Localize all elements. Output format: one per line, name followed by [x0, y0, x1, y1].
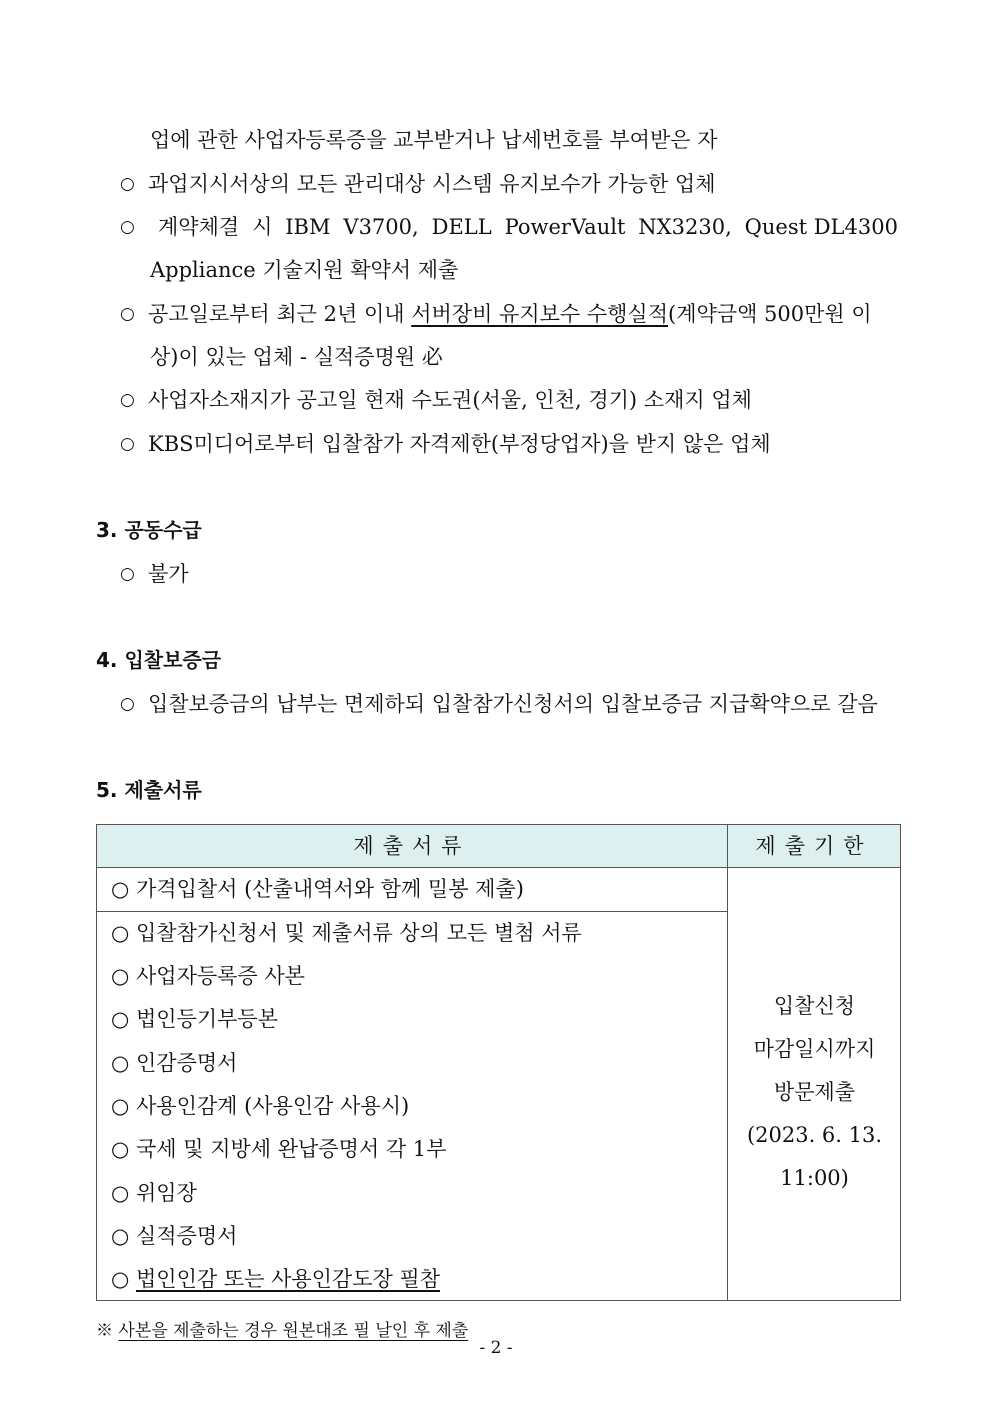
- performance-record-underlined: 서버장비 유지보수 수행실적: [411, 302, 669, 326]
- footnote: ※ 사본을 제출하는 경우 원본대조 필 날인 후 제출: [96, 1321, 469, 1341]
- table-header-documents: 제출서류: [97, 825, 727, 868]
- page-number: - 2 -: [479, 1338, 513, 1358]
- section-3-heading: 3. 공동수급: [96, 518, 202, 542]
- seal-required-underlined: 법인인감 또는 사용인감도장 필참: [136, 1267, 441, 1291]
- eligibility-item-2: 계약체결 시 IBM V3700, DELL PowerVault NX3230, Quest DL4300: [158, 215, 898, 239]
- bullet-icon: ○: [120, 217, 135, 237]
- bullet-icon: ○: [120, 390, 135, 410]
- section-3-item: 불가: [148, 562, 189, 586]
- table-header-deadline: 제출기한: [728, 825, 900, 868]
- deadline-cell: 입찰신청 마감일시까지 방문제출 (2023. 6. 13. 11:00): [746, 994, 883, 1190]
- table-row: ○ 인감증명서: [111, 1051, 238, 1075]
- section-5-heading: 5. 제출서류: [96, 778, 202, 802]
- table-row: ○ 실적증명서: [111, 1224, 238, 1248]
- eligibility-continued-line: 업에 관한 사업자등록증을 교부받거나 납세번호를 부여받은 자: [150, 128, 718, 152]
- table-row: ○ 위임장: [111, 1181, 197, 1205]
- eligibility-item-5: KBS미디어로부터 입찰참가 자격제한(부정당업자)을 받지 않은 업체: [148, 432, 771, 456]
- section-4-item: 입찰보증금의 납부는 면제하되 입찰참가신청서의 입찰보증금 지급확약으로 갈음: [148, 692, 878, 716]
- bullet-icon: ○: [120, 174, 135, 194]
- table-row: ○ 가격입찰서 (산출내역서와 함께 밀봉 제출): [111, 877, 524, 901]
- bullet-icon: ○: [120, 694, 135, 714]
- documents-table: [96, 824, 901, 1301]
- eligibility-item-4: 사업자소재지가 공고일 현재 수도권(서울, 인천, 경기) 소재지 업체: [148, 388, 752, 412]
- eligibility-item-3: 공고일로부터 최근 2년 이내 서버장비 유지보수 수행실적(계약금액 500만원 이: [148, 302, 872, 326]
- table-row: ○ 사용인감계 (사용인감 사용시): [111, 1094, 410, 1118]
- eligibility-item-1: 과업지시서상의 모든 관리대상 시스템 유지보수가 가능한 업체: [148, 172, 716, 196]
- bullet-icon: ○: [120, 304, 135, 324]
- section-4-heading: 4. 입찰보증금: [96, 648, 222, 672]
- table-row: ○ 법인인감 또는 사용인감도장 필참: [111, 1267, 441, 1291]
- table-row: ○ 사업자등록증 사본: [111, 964, 305, 988]
- table-row-divider: [97, 911, 727, 912]
- bullet-icon: ○: [120, 564, 135, 584]
- bullet-icon: ○: [120, 434, 135, 454]
- table-row: ○ 국세 및 지방세 완납증명서 각 1부: [111, 1137, 447, 1161]
- table-row: ○ 법인등기부등본: [111, 1007, 279, 1031]
- table-row: ○ 입찰참가신청서 및 제출서류 상의 모든 별첨 서류: [111, 921, 582, 945]
- eligibility-item-3-cont: 상)이 있는 업체 - 실적증명원 必: [150, 345, 443, 369]
- eligibility-item-2-cont: Appliance 기술지원 확약서 제출: [150, 258, 459, 282]
